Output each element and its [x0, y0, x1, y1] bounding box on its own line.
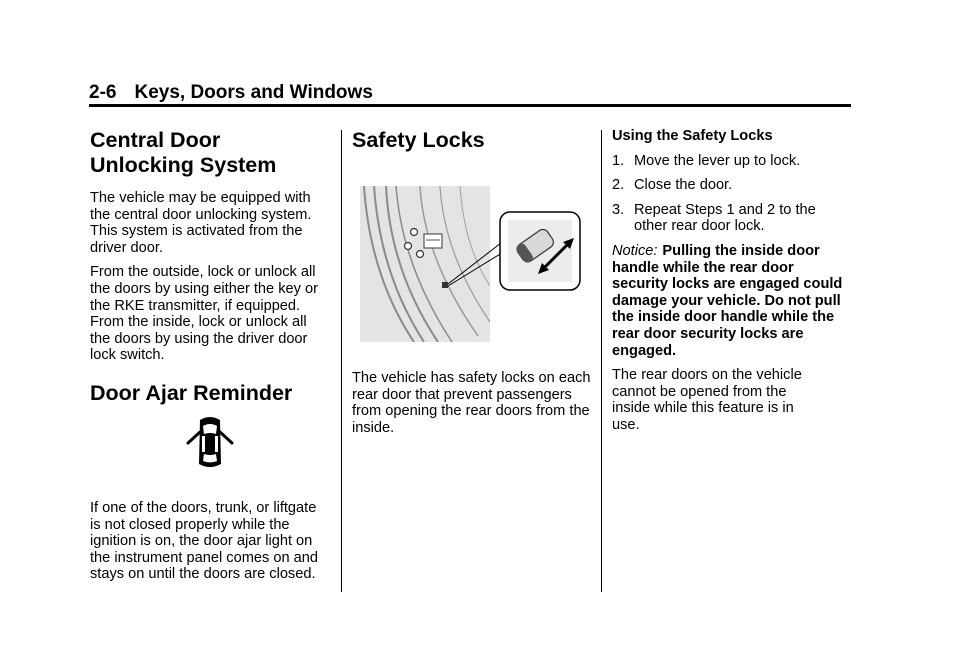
step-text: Repeat Steps 1 and 2 to the other rear door lock. [634, 201, 816, 235]
heading-safety-locks: Safety Locks [352, 128, 485, 152]
step-number: 2. [612, 177, 625, 194]
door-ajar-icon [186, 414, 234, 477]
central-door-paragraph-1: The vehicle may be equipped with the central door unlocking system. This system is activated from the driver door. [90, 190, 312, 256]
column-2-lower [352, 370, 592, 436]
step-number: 3. [612, 201, 625, 218]
door-ajar-paragraph: If one of the doors, trunk, or liftgate is not closed properly while the ignition is on, the door ajar light on the instrument panel comes on and stays on until the doors are closed. [90, 500, 318, 583]
column-1-lower [90, 500, 330, 583]
page-number: 2-6 [89, 82, 117, 103]
column-1 [90, 128, 330, 406]
notice-text: Pulling the inside door handle while the rear door security locks are engaged could damage your vehicle. Do not pull the inside door handle while the rear door security locks are engaged. [612, 242, 843, 359]
step-text: Close the door. [634, 177, 733, 194]
section-title: Keys, Doors and Windows [134, 82, 373, 103]
safety-lock-steps [612, 153, 874, 235]
column-divider-2 [601, 130, 602, 592]
safety-lock-illustration [360, 186, 582, 347]
column-divider-1 [341, 130, 342, 592]
notice-label: Notice: [612, 242, 658, 259]
safety-locks-paragraph: The vehicle has safety locks on each rear door that prevent passengers from opening the rear doors from the inside. [352, 370, 591, 436]
notice-paragraph [612, 243, 852, 359]
step-item [612, 153, 874, 170]
subheading-using-safety-locks: Using the Safety Locks [612, 128, 773, 144]
header-rule [89, 104, 851, 107]
heading-central-door-unlocking: Central Door Unlocking System [90, 128, 277, 177]
step-item [612, 177, 874, 194]
step-number: 1. [612, 152, 625, 169]
step-text: Move the lever up to lock. [634, 152, 801, 169]
column-2 [352, 128, 592, 153]
central-door-paragraph-2: From the outside, lock or unlock all the doors by using either the key or the RKE transmitter, if equipped. From the inside, lock or unlock all the doors by using the driver door lock switch. [90, 264, 318, 364]
page-header [89, 82, 373, 104]
column-3 [612, 128, 874, 434]
step-item [612, 202, 844, 235]
heading-door-ajar-reminder: Door Ajar Reminder [90, 380, 293, 405]
rear-doors-paragraph: The rear doors on the vehicle cannot be opened from the inside while this feature is in use. [612, 367, 802, 433]
